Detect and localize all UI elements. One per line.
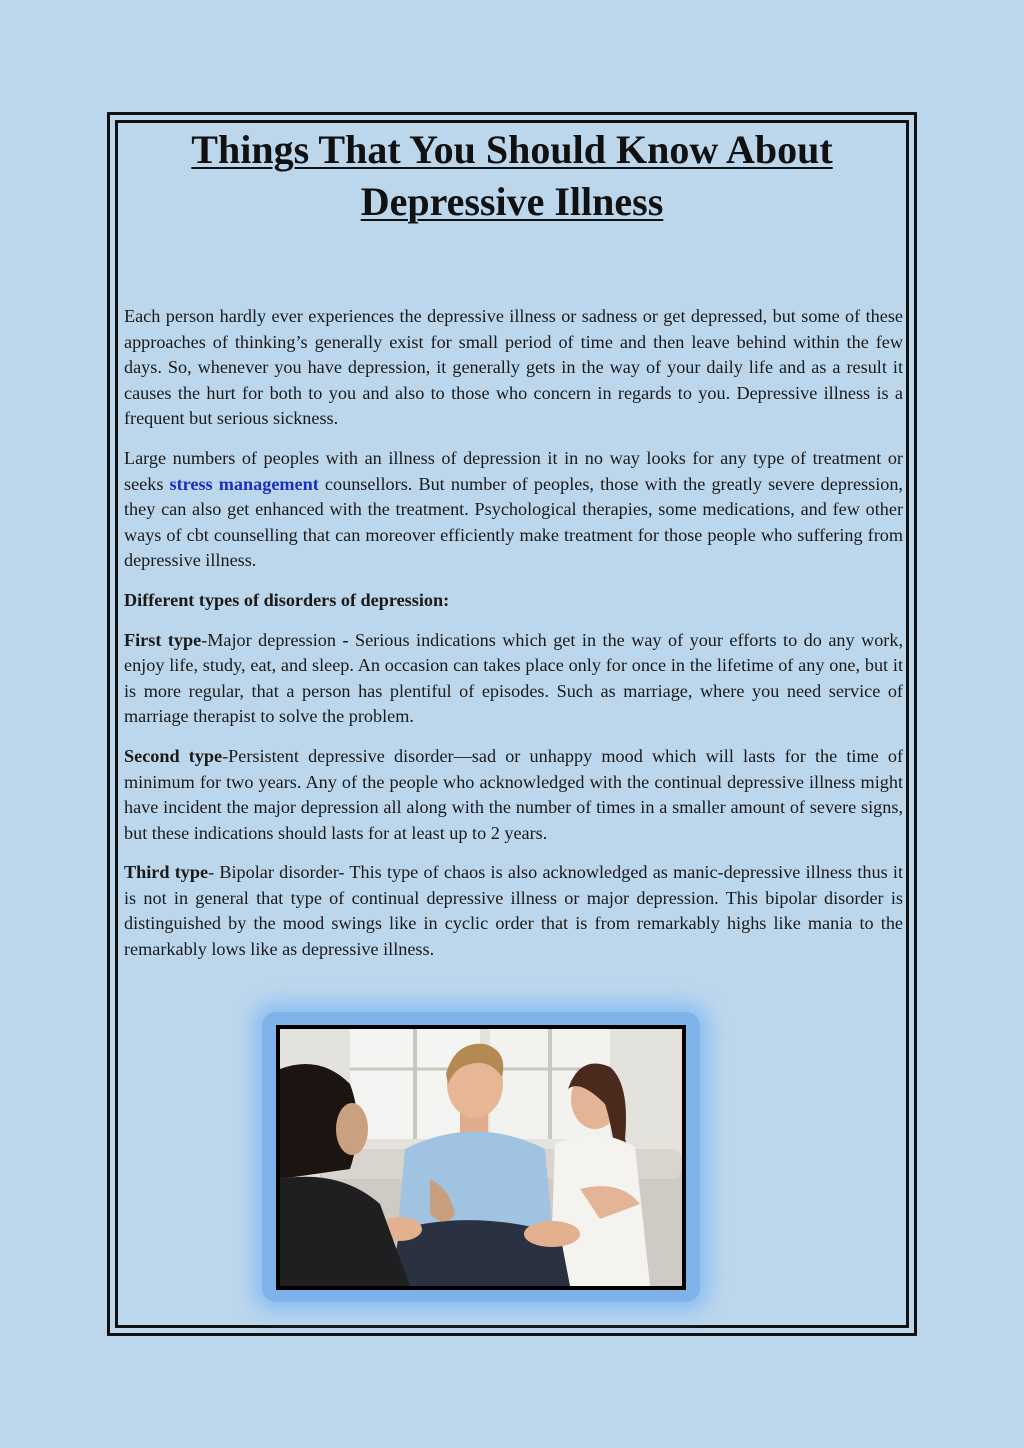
- first-type-name: -Major depression: [201, 629, 343, 650]
- first-type-text: Serious indications which get in the way of your efforts to do any work, enjoy life, study, eat, and sleep. An occasion can takes place only for once in the lifetime of any one, but it is more regular, that a person has plentiful of episodes. Such as marriage, where you need service of marriage therapist to solve the problem.: [124, 629, 903, 727]
- first-type-dash: -: [342, 629, 349, 650]
- subheading-disorder-types: [124, 588, 903, 614]
- paragraph-intro: Each person hardly ever experiences the depressive illness or sadness or get depressed, but some of these approaches of thinking’s generally exist for small period of time and then leave behind within the few days. So, whenever you have depression, it generally gets in the way of your daily life and as a result it causes the hurt for both to you and also to those who concern in regards to you. Depressive illness is a frequent but serious sickness.: [124, 306, 903, 429]
- stress-management-link[interactable]: stress management: [169, 473, 319, 494]
- third-type-label: Third type: [124, 862, 209, 883]
- paragraph-treatment-text-start: Large numbers of peoples with an illness of depression it in no way looks for any type of treatment or seeks: [124, 447, 903, 494]
- article-body: [124, 304, 903, 977]
- paragraph-second-type: [124, 744, 903, 846]
- therapy-session-illustration: [280, 1029, 682, 1286]
- second-type-label: Second type: [124, 745, 223, 766]
- second-type-text: -Persistent depressive disorder—sad or unhappy mood which will lasts for the time of minimum for two years. Any of the people who acknowledged with the continual depressive illness might have incident the major depression all along with the number of times in a smaller amount of severe signs, but these indications should lasts for at least up to 2 years.: [124, 745, 903, 843]
- third-type-text: - Bipolar disorder- This type of chaos is also acknowledged as manic-depressive illness thus it is not in general that type of continual depressive illness or major depression. This bipolar disorder is distinguished by the mood swings like in cyclic order that is from remarkably highs like mania to the remarkably lows like as depressive illness.: [124, 862, 903, 960]
- paragraph-treatment: [124, 446, 903, 574]
- man-hand: [524, 1221, 580, 1247]
- page-title: Things That You Should Know About Depressive Illness: [191, 127, 833, 224]
- therapy-session-photo: [276, 1025, 686, 1290]
- paragraph-treatment-text-end: counsellors. But number of peoples, those with the greatly severe depression, they can also get enhanced with the treatment. Psychological therapies, some medications, and few other ways of cbt counselling that can moreover efficiently make treatment for those people who suffering from depressive illness.: [124, 473, 903, 571]
- first-type-label: First type: [124, 629, 202, 650]
- paragraph-first-type: [124, 628, 903, 730]
- subheading-text: Different types of disorders of depression:: [124, 589, 450, 610]
- paragraph-third-type: [124, 860, 903, 962]
